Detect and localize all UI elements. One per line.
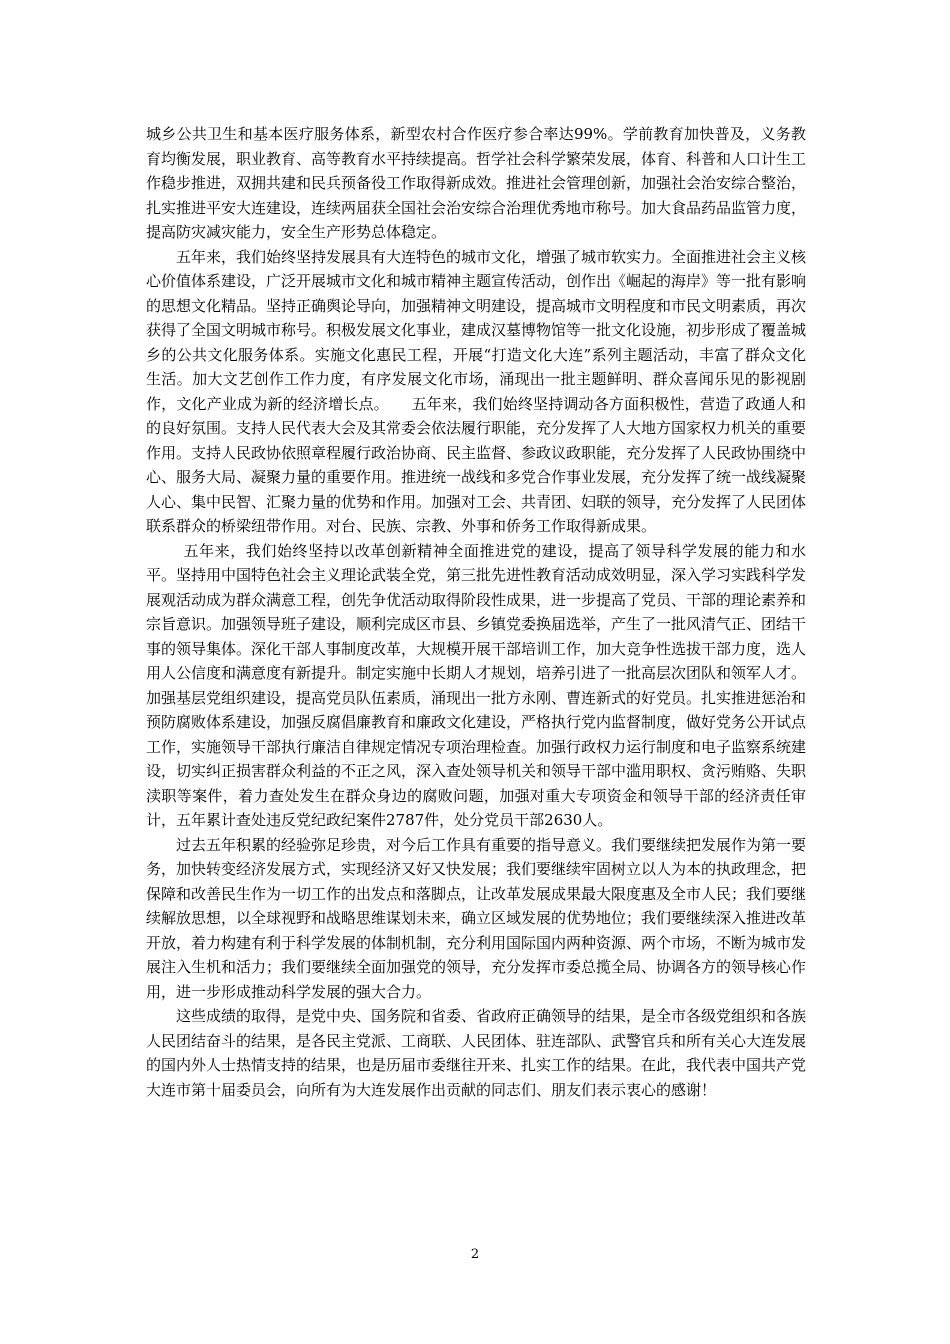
paragraph-acknowledgement: 这些成绩的取得，是党中央、国务院和省委、省政府正确领导的结果，是全市各级党组织和各族人民团结奋斗的结果，是各民主党派、工商联、人民团体、驻连部队、武警官兵和所有关心大连发展的国内外人士热情支持的结果，也是历届市委继往开来、扎实工作的结果。在此，我代表中国共产党大连市第十届委员会，向所有为大连发展作出贡献的同志们、朋友们表示衷心的感谢！ [146, 1007, 807, 1099]
paragraph-party-building: 五年来，我们始终坚持以改革创新精神全面推进党的建设，提高了领导科学发展的能力和水平。坚持用中国特色社会主义理论武装全党，第三批先进性教育活动成效明显，深入学习实践科学发展观活动成为群众满意工程，创先争优活动取得阶段性成果，进一步提高了党员、干部的理论素养和宗旨意识。加强领导班子建设，顺利完成区市县、乡镇党委换届选举，产生了一批风清气正、团结干事的领导集体。深化干部人事制度改革，大规模开展干部培训工作，加大竞争性选拔干部力度，选人用人公信度和满意度有新提升。制定实施中长期人才规划，培养引进了一批高层次团队和领军人才。加强基层党组织建设，提高党员队伍素质，涌现出一批方永刚、曹连新式的好党员。扎实推进惩治和预防腐败体系建设，加强反腐倡廉教育和廉政文化建设，严格执行党内监督制度，做好党务公开试点工作，实施领导干部执行廉洁自律规定情况专项治理检查。加强行政权力运行制度和电子监察系统建设，切实纠正损害群众利益的不正之风，深入查处领导机关和领导干部中滥用职权、贪污贿赂、失职渎职等案件，着力查处发生在群众身边的腐败问题，加强对重大专项资金和领导干部的经济责任审计，五年累计查处违反党纪政纪案件2787件，处分党员干部2630人。 [146, 541, 807, 829]
document-body [146, 122, 806, 1102]
paragraph-experience: 过去五年积累的经验弥足珍贵，对今后工作具有重要的指导意义。我们要继续把发展作为第一要务，加快转变经济发展方式，实现经济又好又快发展；我们要继续牢固树立以人为本的执政理念，把保障和改善民生作为一切工作的出发点和落脚点，让改革发展成果最大限度惠及全市人民；我们要继续解放思想，以全球视野和战略思维谋划未来，确立区域发展的优势地位；我们要继续深入推进改革开放，着力构建有利于科学发展的体制机制，充分利用国际国内两种资源、两个市场，不断为城市发展注入生机和活力；我们要继续全面加强党的领导，充分发挥市委总揽全局、协调各方的领导核心作用，进一步形成推动科学发展的强大合力。 [146, 835, 807, 1001]
paragraph-city-culture: 五年来，我们始终坚持发展具有大连特色的城市文化，增强了城市软实力。全面推进社会主义核心价值体系建设，广泛开展城市文化和城市精神主题宣传活动，创作出《崛起的海岸》等一批有影响的思想文化精品。坚持正确舆论导向，加强精神文明建设，提高城市文明程度和市民文明素质，再次获得了全国文明城市称号。积极发展文化事业，建成汉墓博物馆等一批文化设施，初步形成了覆盖城乡的公共文化服务体系。实施文化惠民工程，开展“打造文化大连”系列主题活动，丰富了群众文化生活。加大文艺创作工作力度，有序发展文化市场，涌现出一批主题鲜明、群众喜闻乐见的影视剧作，文化产业成为新的经济增长点。 五年来，我们始终坚持调动各方面积极性，营造了政通人和的良好氛围。支持人民代表大会及其常委会依法履行职能，充分发挥了人大地方国家权力机关的重要作用。支持人民政协依照章程履行政治协商、民主监督、参政议政职能，充分发挥了人民政协围绕中心、服务大局、凝聚力量的重要作用。推进统一战线和多党合作事业发展，充分发挥了统一战线凝聚人心、集中民智、汇聚力量的优势和作用。加强对工会、共青团、妇联的领导，充分发挥了人民团体联系群众的桥梁纽带作用。对台、民族、宗教、外事和侨务工作取得新成果。 [146, 247, 807, 535]
paragraph-public-health: 城乡公共卫生和基本医疗服务体系，新型农村合作医疗参合率达99%。学前教育加快普及，义务教育均衡发展，职业教育、高等教育水平持续提高。哲学社会科学繁荣发展，体育、科普和人口计生工作稳步推进，双拥共建和民兵预备役工作取得新成效。推进社会管理创新，加强社会治安综合整治，扎实推进平安大连建设，连续两届获全国社会治安综合治理优秀地市称号。加大食品药品监管力度，提高防灾减灾能力，安全生产形势总体稳定。 [146, 125, 807, 241]
page-number: 2 [470, 1247, 480, 1262]
